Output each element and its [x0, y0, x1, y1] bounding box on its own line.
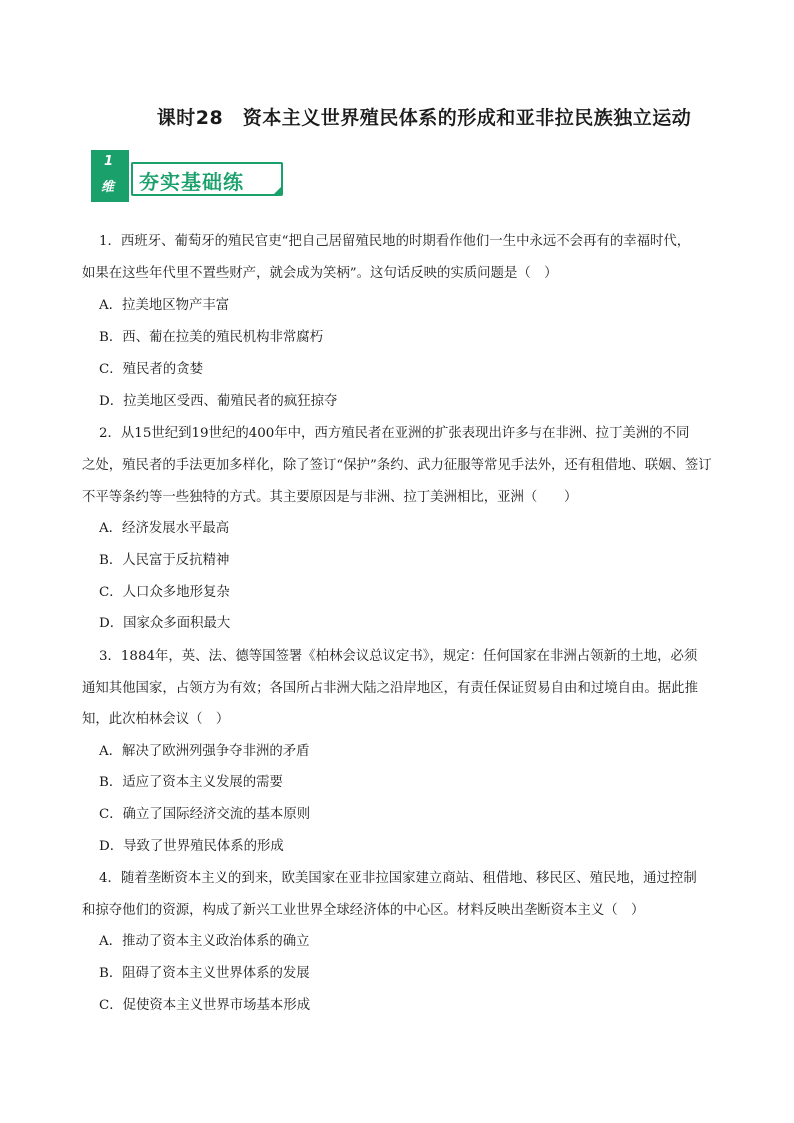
banner-number: 1 — [104, 154, 114, 169]
banner-label: 夯实基础练 — [139, 170, 244, 194]
question-1-option-c: C．殖民者的贪婪 — [99, 362, 203, 377]
question-2-option-a: A．经济发展水平最高 — [99, 521, 230, 536]
question-4-option-b: B．阻碍了资本主义世界体系的发展 — [99, 966, 310, 981]
banner-corner — [274, 186, 282, 194]
question-4-stem-line-1: 4．随着垄断资本主义的到来，欧美国家在亚非拉国家建立商站、租借地、移民区、殖民地，通过控制 — [99, 871, 697, 886]
banner-unit: 维 — [101, 180, 115, 195]
section-banner — [91, 150, 291, 204]
question-3-option-c: C．确立了国际经济交流的基本原则 — [99, 807, 311, 822]
question-1-option-b: B．西、葡在拉美的殖民机构非常腐朽 — [99, 330, 324, 345]
question-1-option-a: A．拉美地区物产丰富 — [99, 298, 230, 313]
question-3-stem-line-1: 3．1884年，英、法、德等国签署《柏林会议总议定书》，规定：任何国家在非洲占领新的土地，必须 — [99, 649, 698, 664]
question-1-option-d: D．拉美地区受西、葡殖民者的疯狂掠夺 — [99, 394, 338, 409]
question-2-option-c: C．人口众多地形复杂 — [99, 585, 230, 600]
question-2-option-d: D．国家众多面积最大 — [99, 616, 231, 631]
page-title: 课时28 资本主义世界殖民体系的形成和亚非拉民族独立运动 — [156, 107, 692, 129]
question-4-option-a: A．推动了资本主义政治体系的确立 — [99, 934, 310, 949]
question-3-option-d: D．导致了世界殖民体系的形成 — [99, 839, 284, 854]
question-3-stem-line-3: 知，此次柏林会议（ ） — [82, 712, 230, 727]
question-3-stem-line-2: 通知其他国家，占领方为有效；各国所占非洲大陆之沿岸地区，有责任保证贸易自由和过境自由。据此推 — [82, 681, 698, 696]
question-1-stem-line-1: 1．西班牙、葡萄牙的殖民官吏“把自己居留殖民地的时期看作他们一生中永远不会再有的幸福时代， — [99, 234, 691, 249]
question-4-option-c: C．促使资本主义世界市场基本形成 — [99, 998, 311, 1013]
question-2-stem-line-1: 2．从15世纪到19世纪的400年中，西方殖民者在亚洲的扩张表现出许多与在非洲、拉丁美洲的不同 — [99, 426, 690, 441]
question-2-stem-line-3: 不平等条约等一些独特的方式。其主要原因是与非洲、拉丁美洲相比，亚洲（ ） — [82, 490, 578, 505]
question-1-stem-line-2: 如果在这些年代里不置些财产，就会成为笑柄”。这句话反映的实质问题是（ ） — [82, 266, 558, 281]
question-2-stem-line-2: 之处，殖民者的手法更加多样化，除了签订“保护”条约、武力征服等常见手法外，还有租借地、联姻、签订 — [82, 458, 712, 473]
question-4-stem-line-2: 和掠夺他们的资源，构成了新兴工业世界全球经济体的中心区。材料反映出垄断资本主义（ ） — [82, 903, 645, 918]
banner-tag — [91, 150, 129, 202]
banner-label-box — [131, 162, 283, 196]
question-3-option-a: A．解决了欧洲列强争夺非洲的矛盾 — [99, 744, 310, 759]
question-3-option-b: B．适应了资本主义发展的需要 — [99, 775, 283, 790]
question-2-option-b: B．人民富于反抗精神 — [99, 553, 230, 568]
